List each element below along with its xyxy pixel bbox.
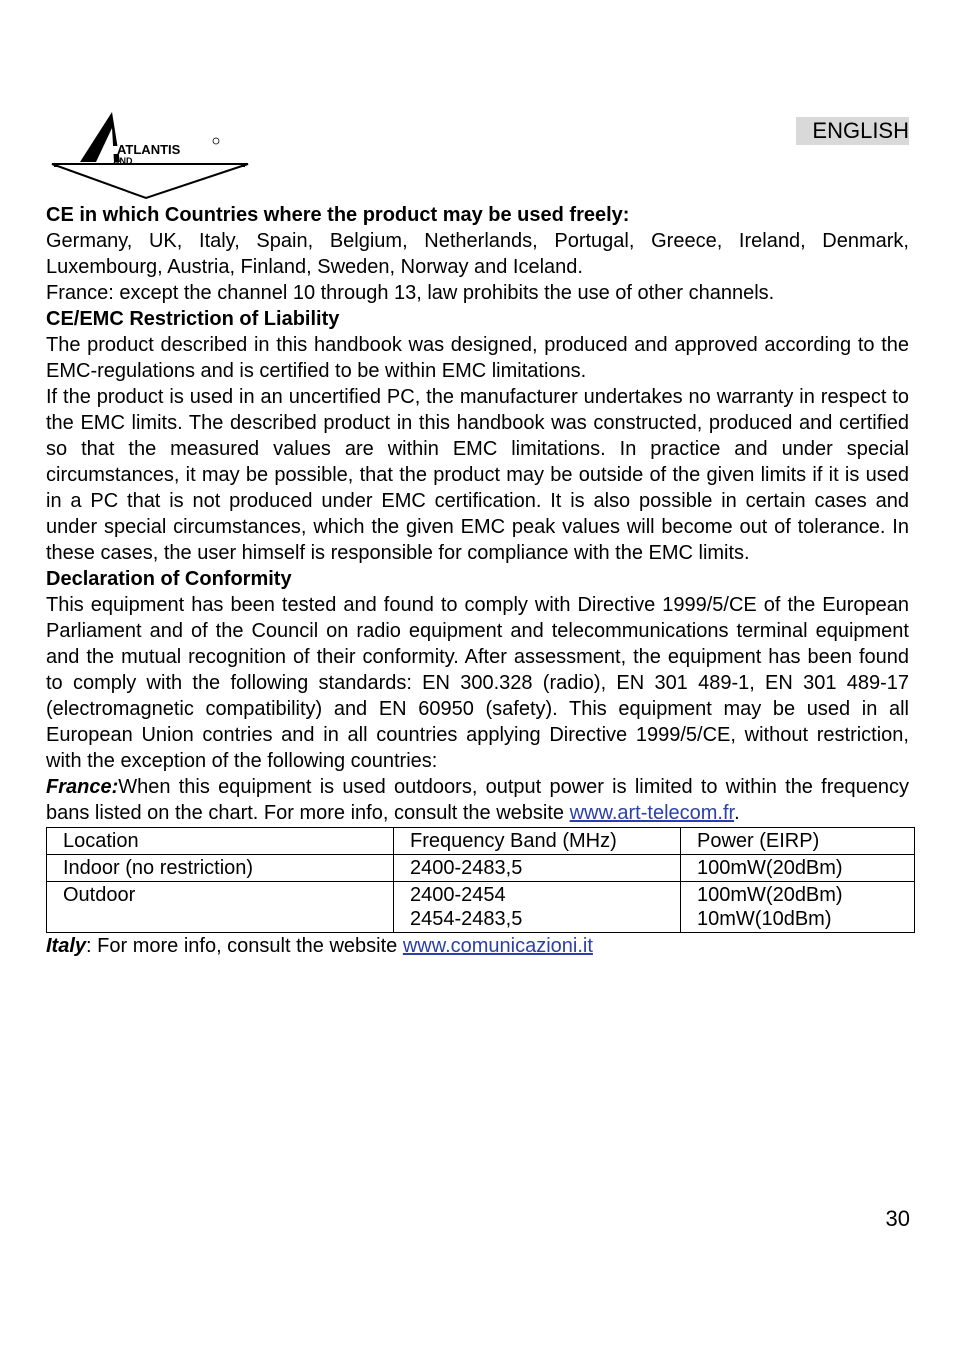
band-line: 2454-2483,5 (410, 908, 523, 930)
band-cell (394, 882, 681, 933)
band-cell: 2400-2483,5 (394, 855, 681, 882)
table-header-cell: Frequency Band (MHz) (394, 828, 681, 855)
language-label: ENGLISH (796, 117, 909, 145)
emc-paragraph-1: The product described in this handbook was designed, produced and approved according to the EMC-regulations and is certified to be within EMC limitations. (46, 334, 909, 382)
table-header-row (47, 828, 915, 855)
page-content (46, 202, 909, 959)
france-text: When this equipment is used outdoors, output power is limited to within the frequency bans listed on the chart. For more info, consult the website (46, 776, 909, 824)
comunicazioni-link[interactable]: www.comunicazioni.it (402, 935, 593, 957)
france-label: France: (46, 776, 119, 798)
table-header-cell: Location (47, 828, 394, 855)
italy-paragraph (46, 933, 909, 959)
ce-countries-heading: CE in which Countries where the product may be used freely: (46, 204, 630, 226)
band-line: 2400-2454 (410, 884, 506, 906)
svg-text:ATLANTIS: ATLANTIS (117, 142, 181, 157)
page-number: 30 (885, 1206, 910, 1231)
france-after: . (734, 802, 740, 824)
power-line: 10mW(10dBm) (697, 908, 832, 930)
doc-heading: Declaration of Conformity (46, 568, 292, 590)
location-cell: Indoor (no restriction) (47, 855, 394, 882)
emc-paragraph-2: If the product is used in an uncertified PC, the manufacturer undertakes no warranty in respect to the EMC limits. The described product in this handbook was constructed, produced and certified so that the measured values are within EMC limitations. In practice and under special circumstances, it may be possible, that the product may be outside of the given limits if it is used in a PC that is not produced under EMC certification. It is also possible in certain cases and under special circumstances, which the given EMC peak values will become out of tolerance. In these cases, the user himself is responsible for compliance with the EMC limits. (46, 386, 909, 564)
italy-label: Italy (46, 935, 87, 957)
power-line: 100mW(20dBm) (697, 884, 843, 906)
italy-text: : For more info, consult the website (86, 935, 403, 957)
power-cell (681, 882, 915, 933)
svg-text:AND: AND (113, 156, 133, 166)
table-row (47, 855, 915, 882)
atlantis-logo (50, 108, 250, 200)
art-telecom-link[interactable]: www.art-telecom.fr (569, 802, 735, 824)
emc-heading: CE/EMC Restriction of Liability (46, 308, 340, 330)
frequency-table (46, 827, 915, 933)
table-row (47, 882, 915, 933)
france-paragraph (46, 774, 909, 826)
doc-paragraph: This equipment has been tested and found to comply with Directive 1999/5/CE of the European Parliament and of the Council on radio equipment and telecommunications terminal equipment and the mutual recognition of their conformity. After assessment, the equipment has been found to comply with the following standards: EN 300.328 (radio), EN 301 489-1, EN 301 489-17 (electromagnetic compatibility) and EN 60950 (safety). This equipment may be used in all European Union contries and in all countries applying Directive 1999/5/CE, without restriction, with the exception of the following countries: (46, 594, 909, 772)
ce-countries-list: Germany, UK, Italy, Spain, Belgium, Netherlands, Portugal, Greece, Ireland, Denmark, Luxembourg, Austria, Finland, Sweden, Norway and Iceland. (46, 230, 909, 278)
table-header-cell: Power (EIRP) (681, 828, 915, 855)
ce-france-note: France: except the channel 10 through 13, law prohibits the use of other channels. (46, 282, 775, 304)
location-cell: Outdoor (47, 882, 394, 933)
power-cell: 100mW(20dBm) (681, 855, 915, 882)
